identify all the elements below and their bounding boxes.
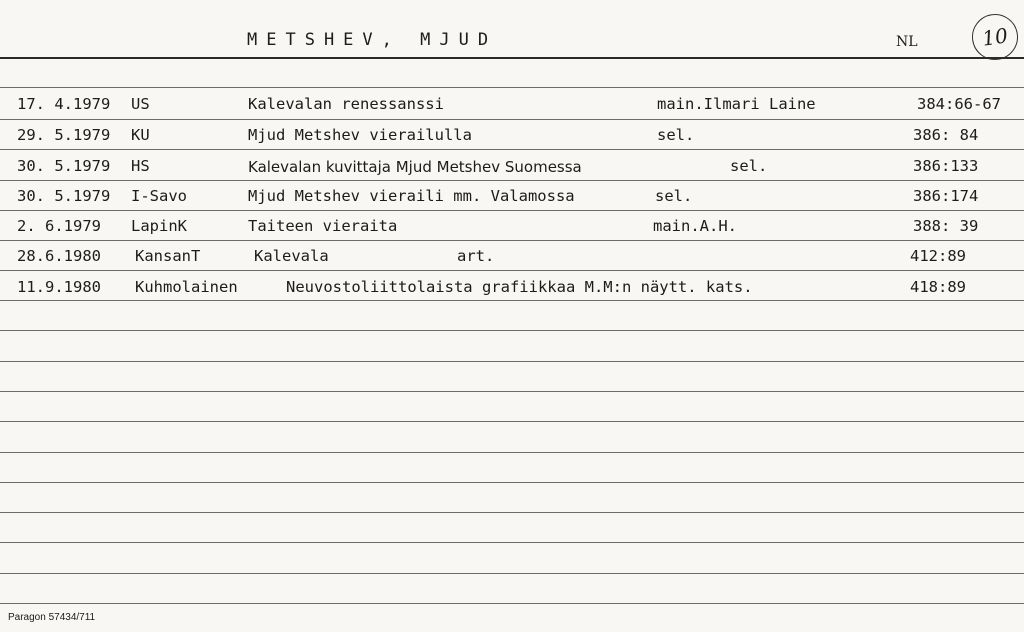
entry-ref: 388: 39 <box>913 217 979 235</box>
ruled-line <box>0 512 1024 513</box>
ruled-line <box>0 603 1024 604</box>
entry-date: 30. 5.1979 <box>17 157 111 175</box>
entry-title: Kalevalan kuvittaja Mjud Metshev Suomessa <box>248 158 582 176</box>
entry-source: KansanT <box>135 247 201 265</box>
card-number-circle <box>969 11 1021 63</box>
entry-ref: 386:133 <box>913 157 979 175</box>
printer-imprint: Paragon 57434/711 <box>8 612 96 623</box>
ruled-line <box>0 421 1024 422</box>
header-rule <box>0 57 1024 59</box>
entry-title: Kalevalan renessanssi <box>248 95 444 113</box>
card-number: 10 <box>980 23 1010 51</box>
card-code: NL <box>896 34 918 50</box>
ruled-line <box>0 180 1024 181</box>
ruled-line <box>0 482 1024 483</box>
ruled-line <box>0 573 1024 574</box>
ruled-line <box>0 240 1024 241</box>
ruled-line <box>0 361 1024 362</box>
entry-note: main.Ilmari Laine <box>657 95 816 113</box>
entry-date: 29. 5.1979 <box>17 126 111 144</box>
entry-title: Kalevala <box>254 247 329 265</box>
ruled-line <box>0 542 1024 543</box>
entry-title: Mjud Metshev vierailulla <box>248 126 472 144</box>
entry-ref: 386: 84 <box>913 126 979 144</box>
entry-ref: 412:89 <box>910 247 966 265</box>
entry-ref: 418:89 <box>910 278 966 296</box>
entry-date: 30. 5.1979 <box>17 187 111 205</box>
entry-source: US <box>131 95 150 113</box>
ruled-line <box>0 300 1024 301</box>
ruled-line <box>0 210 1024 211</box>
ruled-line <box>0 391 1024 392</box>
entry-source: Kuhmolainen <box>135 278 238 296</box>
ruled-line <box>0 87 1024 88</box>
entry-note: sel. <box>730 157 768 175</box>
entry-note: sel. <box>655 187 693 205</box>
entry-date: 17. 4.1979 <box>17 95 111 113</box>
entry-date: 28.6.1980 <box>17 247 101 265</box>
entry-date: 2. 6.1979 <box>17 217 101 235</box>
entry-ref: 384:66-67 <box>917 95 1001 113</box>
entry-note: main.A.H. <box>653 217 737 235</box>
entry-source: I-Savo <box>131 187 187 205</box>
ruled-line <box>0 270 1024 271</box>
ruled-line <box>0 119 1024 120</box>
entry-source: KU <box>131 126 150 144</box>
entry-title: Neuvostoliittolaista grafiikkaa M.M:n näytt. kats. <box>286 278 753 296</box>
entry-source: HS <box>131 157 150 175</box>
card-title-name: METSHEV, MJUD <box>247 30 498 50</box>
ruled-line <box>0 330 1024 331</box>
entry-ref: 386:174 <box>913 187 979 205</box>
ruled-line <box>0 149 1024 150</box>
entry-title: Taiteen vieraita <box>248 217 398 235</box>
entry-note: sel. <box>657 126 695 144</box>
entry-source: LapinK <box>131 217 187 235</box>
ruled-line <box>0 452 1024 453</box>
entry-note: art. <box>457 247 495 265</box>
entry-title: Mjud Metshev vieraili mm. Valamossa <box>248 187 575 205</box>
entry-date: 11.9.1980 <box>17 278 101 296</box>
